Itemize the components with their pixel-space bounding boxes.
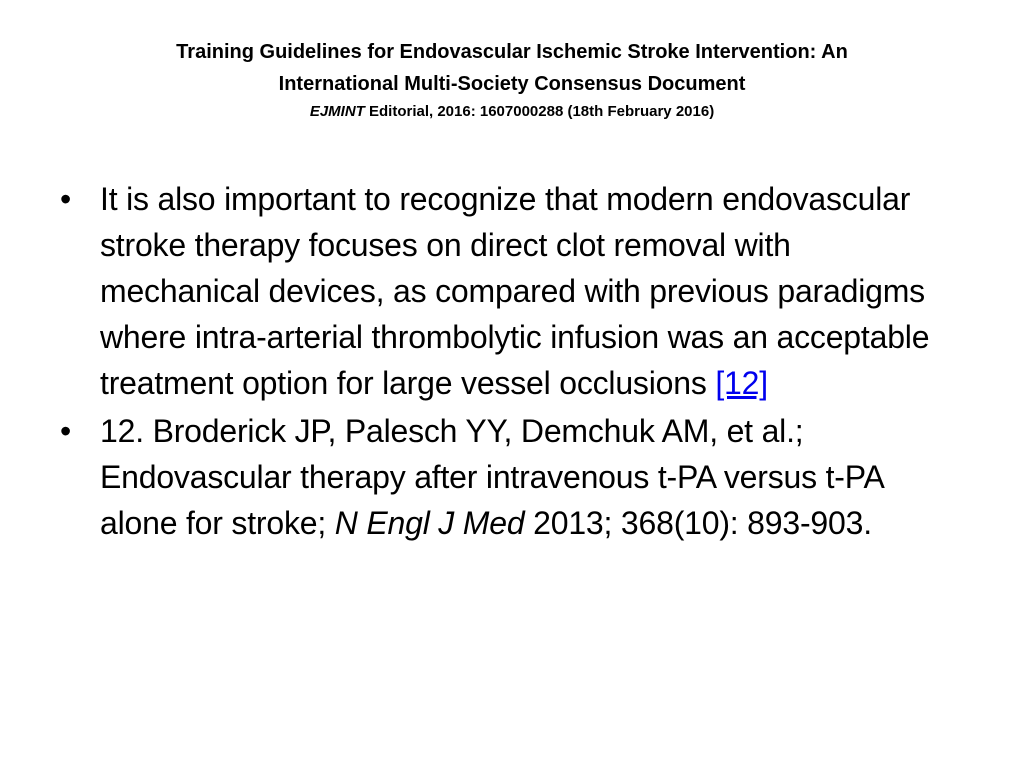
slide-title xyxy=(60,36,964,124)
reference-link[interactable]: [12] xyxy=(715,365,768,401)
title-line-2: International Multi-Society Consensus Document xyxy=(278,73,746,95)
bullet-icon: • xyxy=(60,181,72,217)
bullet-item-statement xyxy=(56,176,956,406)
bullet-item-reference xyxy=(56,408,956,546)
bullet-icon: • xyxy=(60,413,72,449)
reference-text: 12. Broderick JP, Palesch YY, Demchuk AM, et al.; Endovascular therapy after intravenous t-PA versus t-PA alone for stroke; xyxy=(100,413,883,541)
citation-journal: EJMINT xyxy=(309,103,365,120)
statement-text: It is also important to recognize that modern endovascular stroke therapy focuses on direct clot removal with mechanical devices, as compared with previous paradigms where intra-arterial thrombolytic infusion was an acceptable treatment option for large vessel occlusions xyxy=(100,181,930,401)
title-citation xyxy=(60,100,964,124)
citation-details: Editorial, 2016: 1607000288 (18th February 2016) xyxy=(364,103,715,120)
title-line-1: Training Guidelines for Endovascular Ischemic Stroke Intervention: An xyxy=(176,41,848,63)
reference-details: 2013; 368(10): 893-903. xyxy=(524,505,872,541)
reference-journal: N Engl J Med xyxy=(334,505,525,541)
bullet-list xyxy=(56,176,956,548)
